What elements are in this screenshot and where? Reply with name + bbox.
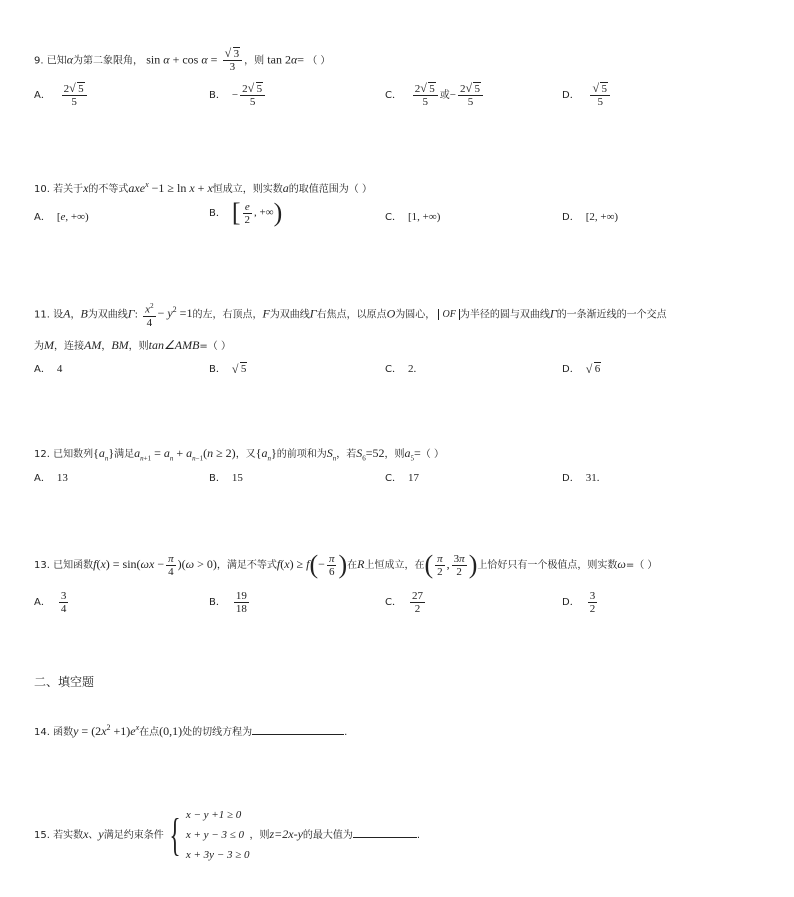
question-15: 15. 若实数x、y满足约束条件 { x − y +1 ≥ 0 x + y − 3 ≤ 0 x + 3y − 3 ≥ 0 ，则z=2x-y的最大值为 . — [34, 805, 420, 865]
option-d[interactable]: D．√ 6 — [562, 360, 601, 375]
abs-of-segment: OF — [438, 309, 459, 320]
option-c[interactable]: C． $\frac{2√ 5}{5}$ 或− $\frac{2√ 5}{5}$ — [385, 83, 485, 108]
option-a[interactable]: A． 4 — [34, 363, 63, 375]
option-d[interactable]: D． 31. — [562, 472, 600, 484]
option-b[interactable]: B． 15 — [209, 472, 243, 484]
question-number: 13. — [34, 560, 50, 571]
option-c[interactable]: C． 17 — [385, 472, 419, 484]
option-b[interactable]: B． [ $\frac{e}{2}$ , +∞) — [209, 198, 283, 227]
option-b[interactable]: B． − $\frac{2√ 5}{5}$ — [209, 83, 267, 108]
option-d[interactable]: D． $\frac{3}{2}$ — [562, 590, 596, 615]
question-14: 14. 函数$y = (2x^2 +1)e^x$在点(0,1)处的切线方程为 . — [34, 723, 348, 738]
recurrence-expression: $a_{n+1} = a_n + a_{n-1}(n \ge 2)$ — [134, 446, 236, 463]
question-9: 9. 已知α为第二象限角， sin α + cos α = √ $\frac{3}{3}$ ，则 tan 2α= （ ） — [34, 48, 330, 73]
question-number: 11. — [34, 309, 50, 321]
condition-expression: sin α + cos α = — [146, 52, 218, 67]
question-11: 11. 设A，B为双曲线Γ: $\frac{x^2}{4}$ − $y^2 =1$的左，右顶点，F为双曲线Γ右焦点，以原点O为圆心， OF 为半径的圆与双曲线Γ的一条渐近线的一个交点 — [34, 302, 667, 329]
option-a[interactable]: A． [e, +∞) — [34, 211, 89, 223]
option-b[interactable]: B．√ 5 — [209, 360, 247, 375]
question-number: 12. — [34, 449, 50, 460]
option-c[interactable]: C． [1, +∞) — [385, 211, 441, 223]
option-b[interactable]: B． $\frac{19}{18}$ — [209, 590, 247, 615]
question-number: 10. — [34, 184, 50, 195]
question-12: 12. 已知数列$\{a_n\}$满足$a_{n+1} = a_n + a_{n-1}(n \ge 2)$，又$\{a_n\}$的前项和为$S_n$，若$S_6=52$，则$a_5=$（ ） — [34, 446, 444, 463]
option-a[interactable]: A． $\frac{2√ 5}{5}$ — [34, 83, 89, 108]
answer-blank[interactable] — [353, 837, 417, 838]
hyperbola-equation: $\frac{x^2}{4}$ — [145, 302, 154, 329]
option-d[interactable]: D． [2, +∞) — [562, 211, 619, 223]
answer-blank[interactable] — [252, 734, 344, 735]
option-a[interactable]: A． 13 — [34, 472, 68, 484]
option-d[interactable]: D． √ $\frac{5}{5}$ — [562, 83, 612, 108]
option-c[interactable]: C． $\frac{27}{2}$ — [385, 590, 423, 615]
option-a[interactable]: A． $\frac{3}{4}$ — [34, 590, 67, 615]
question-10: 10. 若关于x的不等式axe$^x$ −1 ≥ ln x + x恒成立，则实数a的取值范围为（ ） — [34, 180, 372, 195]
option-c[interactable]: C． 2. — [385, 363, 417, 375]
question-number: 14. — [34, 727, 50, 738]
question-11-line2: 为M，连接AM，BM，则tan∠AMB=（ ） — [34, 338, 231, 352]
question-number: 9. — [34, 55, 44, 67]
question-number: 15. — [34, 830, 50, 841]
function-expression: f(x) = sin(ωx − — [93, 557, 165, 571]
function-expression: $y = (2x^2 +1)e^x$ — [73, 723, 140, 738]
section-title: 二、填空题 — [34, 675, 95, 689]
inequality-expression: axe$^x$ −1 ≥ ln x + x — [128, 180, 213, 195]
constraint-system: { x − y +1 ≥ 0 x + y − 3 ≤ 0 x + 3y − 3 ≥ 0 — [169, 809, 250, 861]
question-13: 13. 已知函数f(x) = sin(ωx − $\frac{\pi}{4}$ )(ω > 0)，满足不等式f(x) ≥ f(− $\frac{\pi}{6}$ )在R上恒成立，在( $\frac{\pi}{2}$ , $\frac{3\pi}{2}$ )上恰好只有一个极值点，则实数ω=（ ） — [34, 550, 658, 579]
